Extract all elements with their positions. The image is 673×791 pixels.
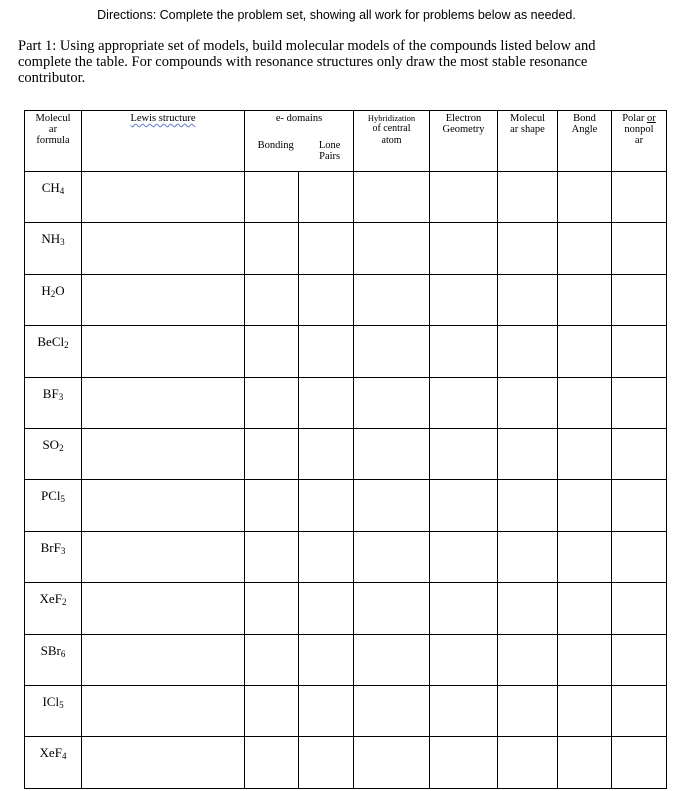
hybridization-cell[interactable]: [354, 223, 430, 274]
part-1-line-3: contributor.: [18, 70, 86, 86]
electron-geometry-cell[interactable]: [430, 480, 498, 531]
lone-pairs-cell[interactable]: [299, 634, 354, 685]
bond-angle-cell[interactable]: [558, 583, 612, 634]
header-lewis-structure: Lewis structure: [82, 111, 245, 172]
lone-pairs-cell[interactable]: [299, 480, 354, 531]
header-e-domains: e- domains Bonding Lone Pairs: [245, 111, 354, 172]
molecular-formula-cell: BeCl$_2$: [25, 326, 82, 377]
table-row: [25, 685, 667, 736]
lewis-structure-cell[interactable]: [82, 583, 245, 634]
bonding-cell[interactable]: [245, 685, 299, 736]
bond-angle-cell[interactable]: [558, 634, 612, 685]
bond-angle-cell[interactable]: [558, 223, 612, 274]
molecular-formula-cell: BrF$_3$: [25, 531, 82, 582]
electron-geometry-cell[interactable]: [430, 428, 498, 479]
bonding-cell[interactable]: [245, 583, 299, 634]
electron-geometry-cell[interactable]: [430, 634, 498, 685]
bond-angle-cell[interactable]: [558, 480, 612, 531]
polarity-cell[interactable]: [612, 377, 667, 428]
bonding-cell[interactable]: [245, 634, 299, 685]
lewis-structure-cell[interactable]: [82, 480, 245, 531]
lewis-structure-cell[interactable]: [82, 377, 245, 428]
lewis-structure-cell[interactable]: [82, 634, 245, 685]
molecular-formula-cell: $H_2O$: [25, 274, 82, 325]
header-molecular-shape: Molecul ar shape: [498, 111, 558, 172]
bond-angle-cell[interactable]: [558, 172, 612, 223]
lone-pairs-cell[interactable]: [299, 377, 354, 428]
bonding-cell[interactable]: [245, 326, 299, 377]
lewis-structure-cell[interactable]: [82, 428, 245, 479]
bond-angle-cell[interactable]: [558, 531, 612, 582]
lewis-structure-cell[interactable]: [82, 737, 245, 788]
lone-pairs-cell[interactable]: [299, 531, 354, 582]
lewis-structure-cell[interactable]: [82, 326, 245, 377]
bonding-cell[interactable]: [245, 428, 299, 479]
bonding-cell[interactable]: [245, 172, 299, 223]
table-row: [25, 531, 667, 582]
electron-geometry-cell[interactable]: [430, 531, 498, 582]
polarity-cell[interactable]: [612, 480, 667, 531]
header-bond-angle: Bond Angle: [558, 111, 612, 172]
header-bonding: Bonding: [257, 140, 294, 151]
bonding-cell[interactable]: [245, 223, 299, 274]
lone-pairs-cell[interactable]: [299, 583, 354, 634]
electron-geometry-cell[interactable]: [430, 737, 498, 788]
lewis-structure-cell[interactable]: [82, 172, 245, 223]
hybridization-cell[interactable]: [354, 274, 430, 325]
polarity-cell[interactable]: [612, 634, 667, 685]
molecular-shape-cell[interactable]: [498, 428, 558, 479]
bond-angle-cell[interactable]: [558, 326, 612, 377]
electron-geometry-cell[interactable]: [430, 583, 498, 634]
table-row: [25, 737, 667, 788]
polarity-cell[interactable]: [612, 428, 667, 479]
lewis-structure-cell[interactable]: [82, 223, 245, 274]
hybridization-cell[interactable]: [354, 685, 430, 736]
lone-pairs-cell[interactable]: [299, 223, 354, 274]
header-polar-nonpolar: Polar or nonpol ar: [612, 111, 667, 172]
bond-angle-cell[interactable]: [558, 737, 612, 788]
hybridization-cell[interactable]: [354, 377, 430, 428]
lone-pairs-cell[interactable]: [299, 326, 354, 377]
directions-text: Directions: Complete the problem set, showing all work for problems below as needed.: [97, 8, 576, 22]
molecular-formula-cell: XeF$_2$: [25, 583, 82, 634]
bonding-cell[interactable]: [245, 480, 299, 531]
header-lone-pairs: Lone Pairs: [318, 140, 341, 162]
header-electron-geometry: Electron Geometry: [430, 111, 498, 172]
lewis-structure-cell[interactable]: [82, 531, 245, 582]
lone-pairs-cell[interactable]: [299, 274, 354, 325]
polarity-cell[interactable]: [612, 583, 667, 634]
bond-angle-cell[interactable]: [558, 274, 612, 325]
hybridization-cell[interactable]: [354, 634, 430, 685]
molecular-formula-cell: ICl$_5$: [25, 685, 82, 736]
molecular-shape-cell[interactable]: [498, 274, 558, 325]
polarity-cell[interactable]: [612, 685, 667, 736]
electron-geometry-cell[interactable]: [430, 326, 498, 377]
table-row: [25, 274, 667, 325]
part-1-instructions: [18, 38, 668, 86]
polarity-cell[interactable]: [612, 531, 667, 582]
molecular-models-table: [24, 110, 667, 789]
molecular-shape-cell[interactable]: [498, 172, 558, 223]
molecular-formula-cell: $NH_3$: [25, 223, 82, 274]
electron-geometry-cell[interactable]: [430, 172, 498, 223]
electron-geometry-cell[interactable]: [430, 274, 498, 325]
molecular-shape-cell[interactable]: [498, 531, 558, 582]
polarity-cell[interactable]: [612, 326, 667, 377]
molecular-formula-cell: XeF$_4$: [25, 737, 82, 788]
table-row: [25, 583, 667, 634]
molecular-shape-cell[interactable]: [498, 634, 558, 685]
part-1-line-2: complete the table. For compounds with resonance structures only draw the most stable resonance: [18, 54, 588, 70]
table-row: [25, 172, 667, 223]
table-row: [25, 223, 667, 274]
molecular-formula-cell: $BF_3$: [25, 377, 82, 428]
polarity-cell[interactable]: [612, 172, 667, 223]
table-row: [25, 634, 667, 685]
polarity-cell[interactable]: [612, 737, 667, 788]
lewis-structure-cell[interactable]: [82, 685, 245, 736]
hybridization-cell[interactable]: [354, 172, 430, 223]
bond-angle-cell[interactable]: [558, 428, 612, 479]
molecular-shape-cell[interactable]: [498, 223, 558, 274]
molecular-shape-cell[interactable]: [498, 326, 558, 377]
hybridization-cell[interactable]: [354, 737, 430, 788]
lone-pairs-cell[interactable]: [299, 172, 354, 223]
electron-geometry-cell[interactable]: [430, 377, 498, 428]
molecular-shape-cell[interactable]: [498, 480, 558, 531]
table-row: [25, 428, 667, 479]
bonding-cell[interactable]: [245, 531, 299, 582]
molecular-formula-cell: $SO_2$: [25, 428, 82, 479]
lewis-structure-cell[interactable]: [82, 274, 245, 325]
molecular-shape-cell[interactable]: [498, 685, 558, 736]
lone-pairs-cell[interactable]: [299, 428, 354, 479]
table-row: [25, 326, 667, 377]
molecular-formula-cell: PCl$_5$: [25, 480, 82, 531]
header-molecular-formula: Molecul ar formula: [25, 111, 82, 172]
molecular-shape-cell[interactable]: [498, 583, 558, 634]
table-row: [25, 377, 667, 428]
bond-angle-cell[interactable]: [558, 685, 612, 736]
bonding-cell[interactable]: [245, 377, 299, 428]
electron-geometry-cell[interactable]: [430, 223, 498, 274]
part-1-line-1: Part 1: Using appropriate set of models, build molecular models of the compounds listed below and: [18, 38, 596, 54]
hybridization-cell[interactable]: [354, 428, 430, 479]
polarity-cell[interactable]: [612, 223, 667, 274]
molecular-formula-cell: $CH_4$: [25, 172, 82, 223]
hybridization-cell[interactable]: [354, 326, 430, 377]
hybridization-cell[interactable]: [354, 480, 430, 531]
molecular-shape-cell[interactable]: [498, 377, 558, 428]
header-row: [25, 111, 667, 172]
molecular-formula-cell: SBr$_6$: [25, 634, 82, 685]
table-row: [25, 480, 667, 531]
hybridization-cell[interactable]: [354, 583, 430, 634]
polarity-cell[interactable]: [612, 274, 667, 325]
lone-pairs-cell[interactable]: [299, 737, 354, 788]
bond-angle-cell[interactable]: [558, 377, 612, 428]
electron-geometry-cell[interactable]: [430, 685, 498, 736]
bonding-cell[interactable]: [245, 737, 299, 788]
molecular-shape-cell[interactable]: [498, 737, 558, 788]
lone-pairs-cell[interactable]: [299, 685, 354, 736]
hybridization-cell[interactable]: [354, 531, 430, 582]
bonding-cell[interactable]: [245, 274, 299, 325]
header-hybridization: Hybridization of central atom: [354, 111, 430, 172]
